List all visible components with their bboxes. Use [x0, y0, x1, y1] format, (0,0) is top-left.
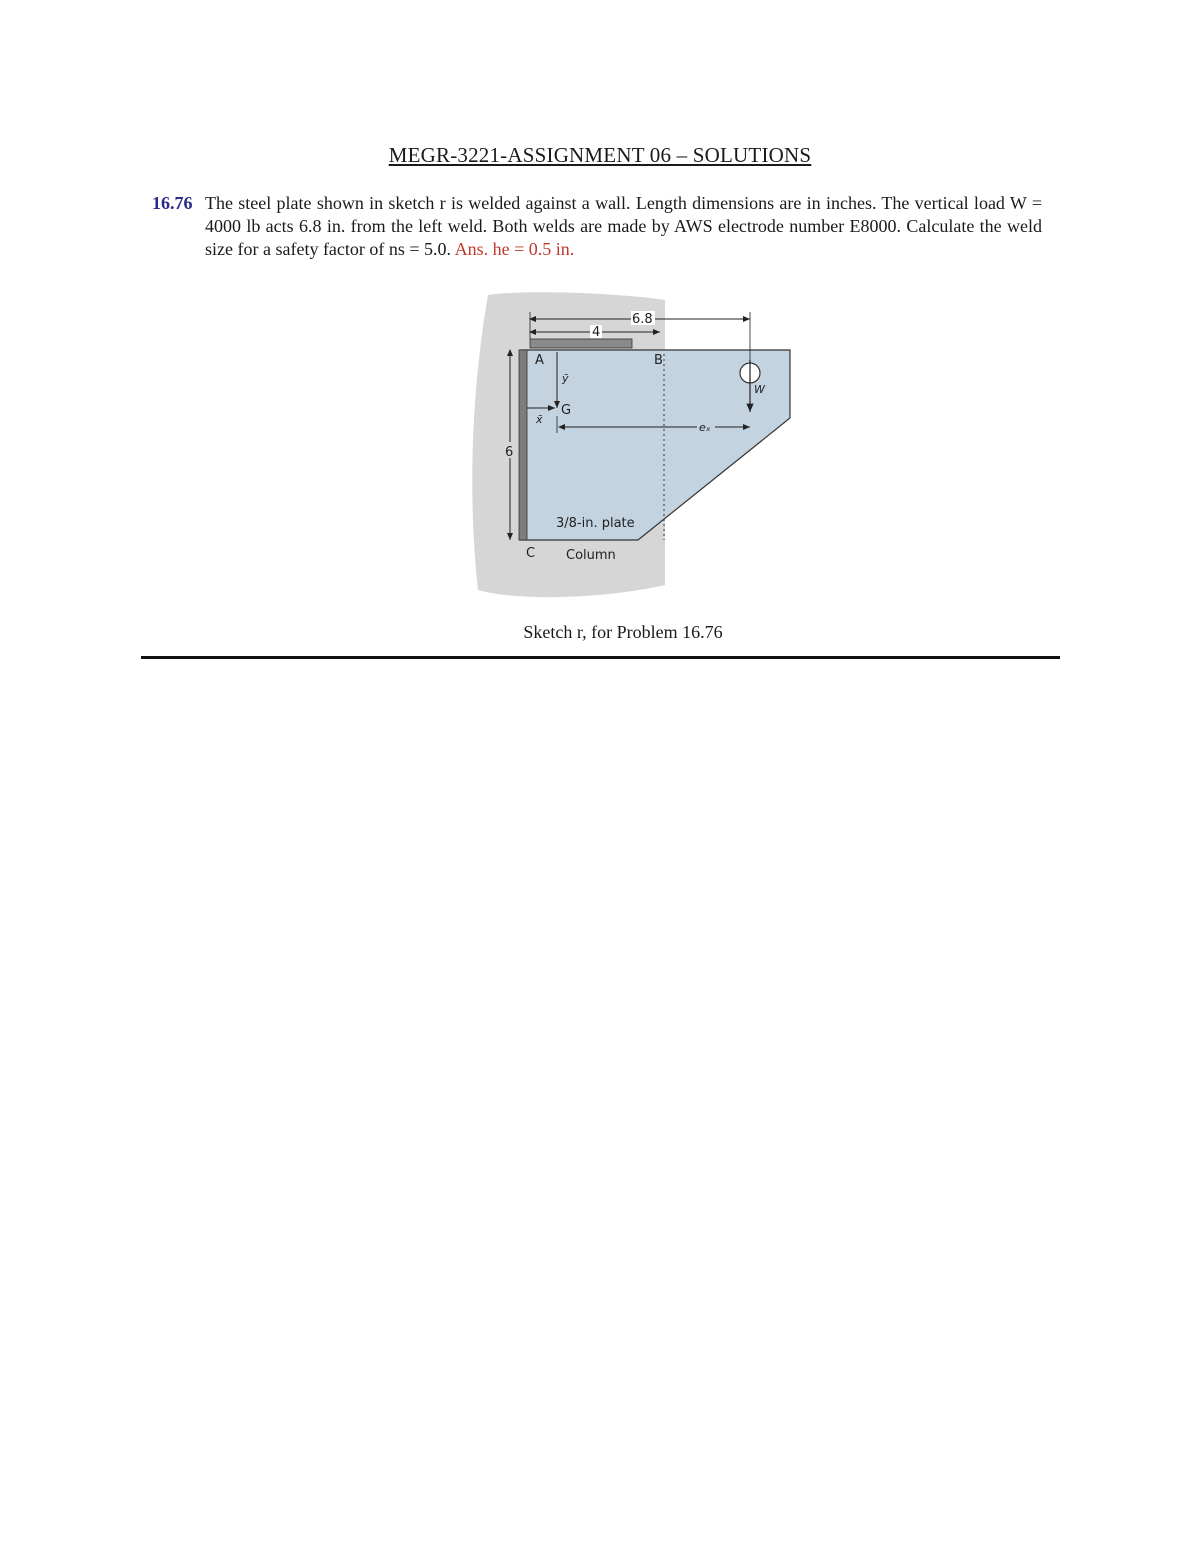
label-a: A — [535, 353, 544, 368]
problem-text-container — [205, 192, 1042, 261]
figure-caption: Sketch r, for Problem 16.76 — [523, 622, 723, 642]
dim-6-label: 6 — [505, 445, 514, 460]
problem-text: The steel plate shown in sketch r is welded against a wall. Length dimensions are in inches. The vertical load W = 4000 lb acts 6.8 in. from the left weld. Both welds are made by AWS electrode number E8000. Calculate the weld size for a safety factor of ns = 5.0. — [205, 193, 1042, 259]
label-column: Column — [566, 548, 616, 563]
weld-vertical — [519, 350, 527, 540]
label-c: C — [526, 546, 536, 561]
label-ex: eₓ — [699, 421, 711, 434]
weld-sketch — [460, 290, 810, 610]
dim-68-label: 6.8 — [632, 312, 653, 327]
label-g: G — [561, 403, 572, 418]
weld-sketch-svg — [460, 290, 810, 610]
label-xbar: x̄ — [536, 413, 543, 426]
label-w: W — [754, 383, 765, 396]
label-plate: 3/8-in. plate — [556, 516, 635, 531]
problem-block — [152, 192, 1042, 261]
weld-top — [530, 339, 632, 348]
page-title: MEGR-3221-ASSIGNMENT 06 – SOLUTIONS — [388, 143, 812, 167]
problem-answer: Ans. he = 0.5 in. — [454, 239, 575, 259]
label-b: B — [654, 353, 663, 368]
problem-number: 16.76 — [152, 193, 193, 213]
label-ybar: ȳ — [562, 372, 569, 385]
dim-4-label: 4 — [592, 325, 601, 340]
section-divider — [141, 656, 1060, 659]
